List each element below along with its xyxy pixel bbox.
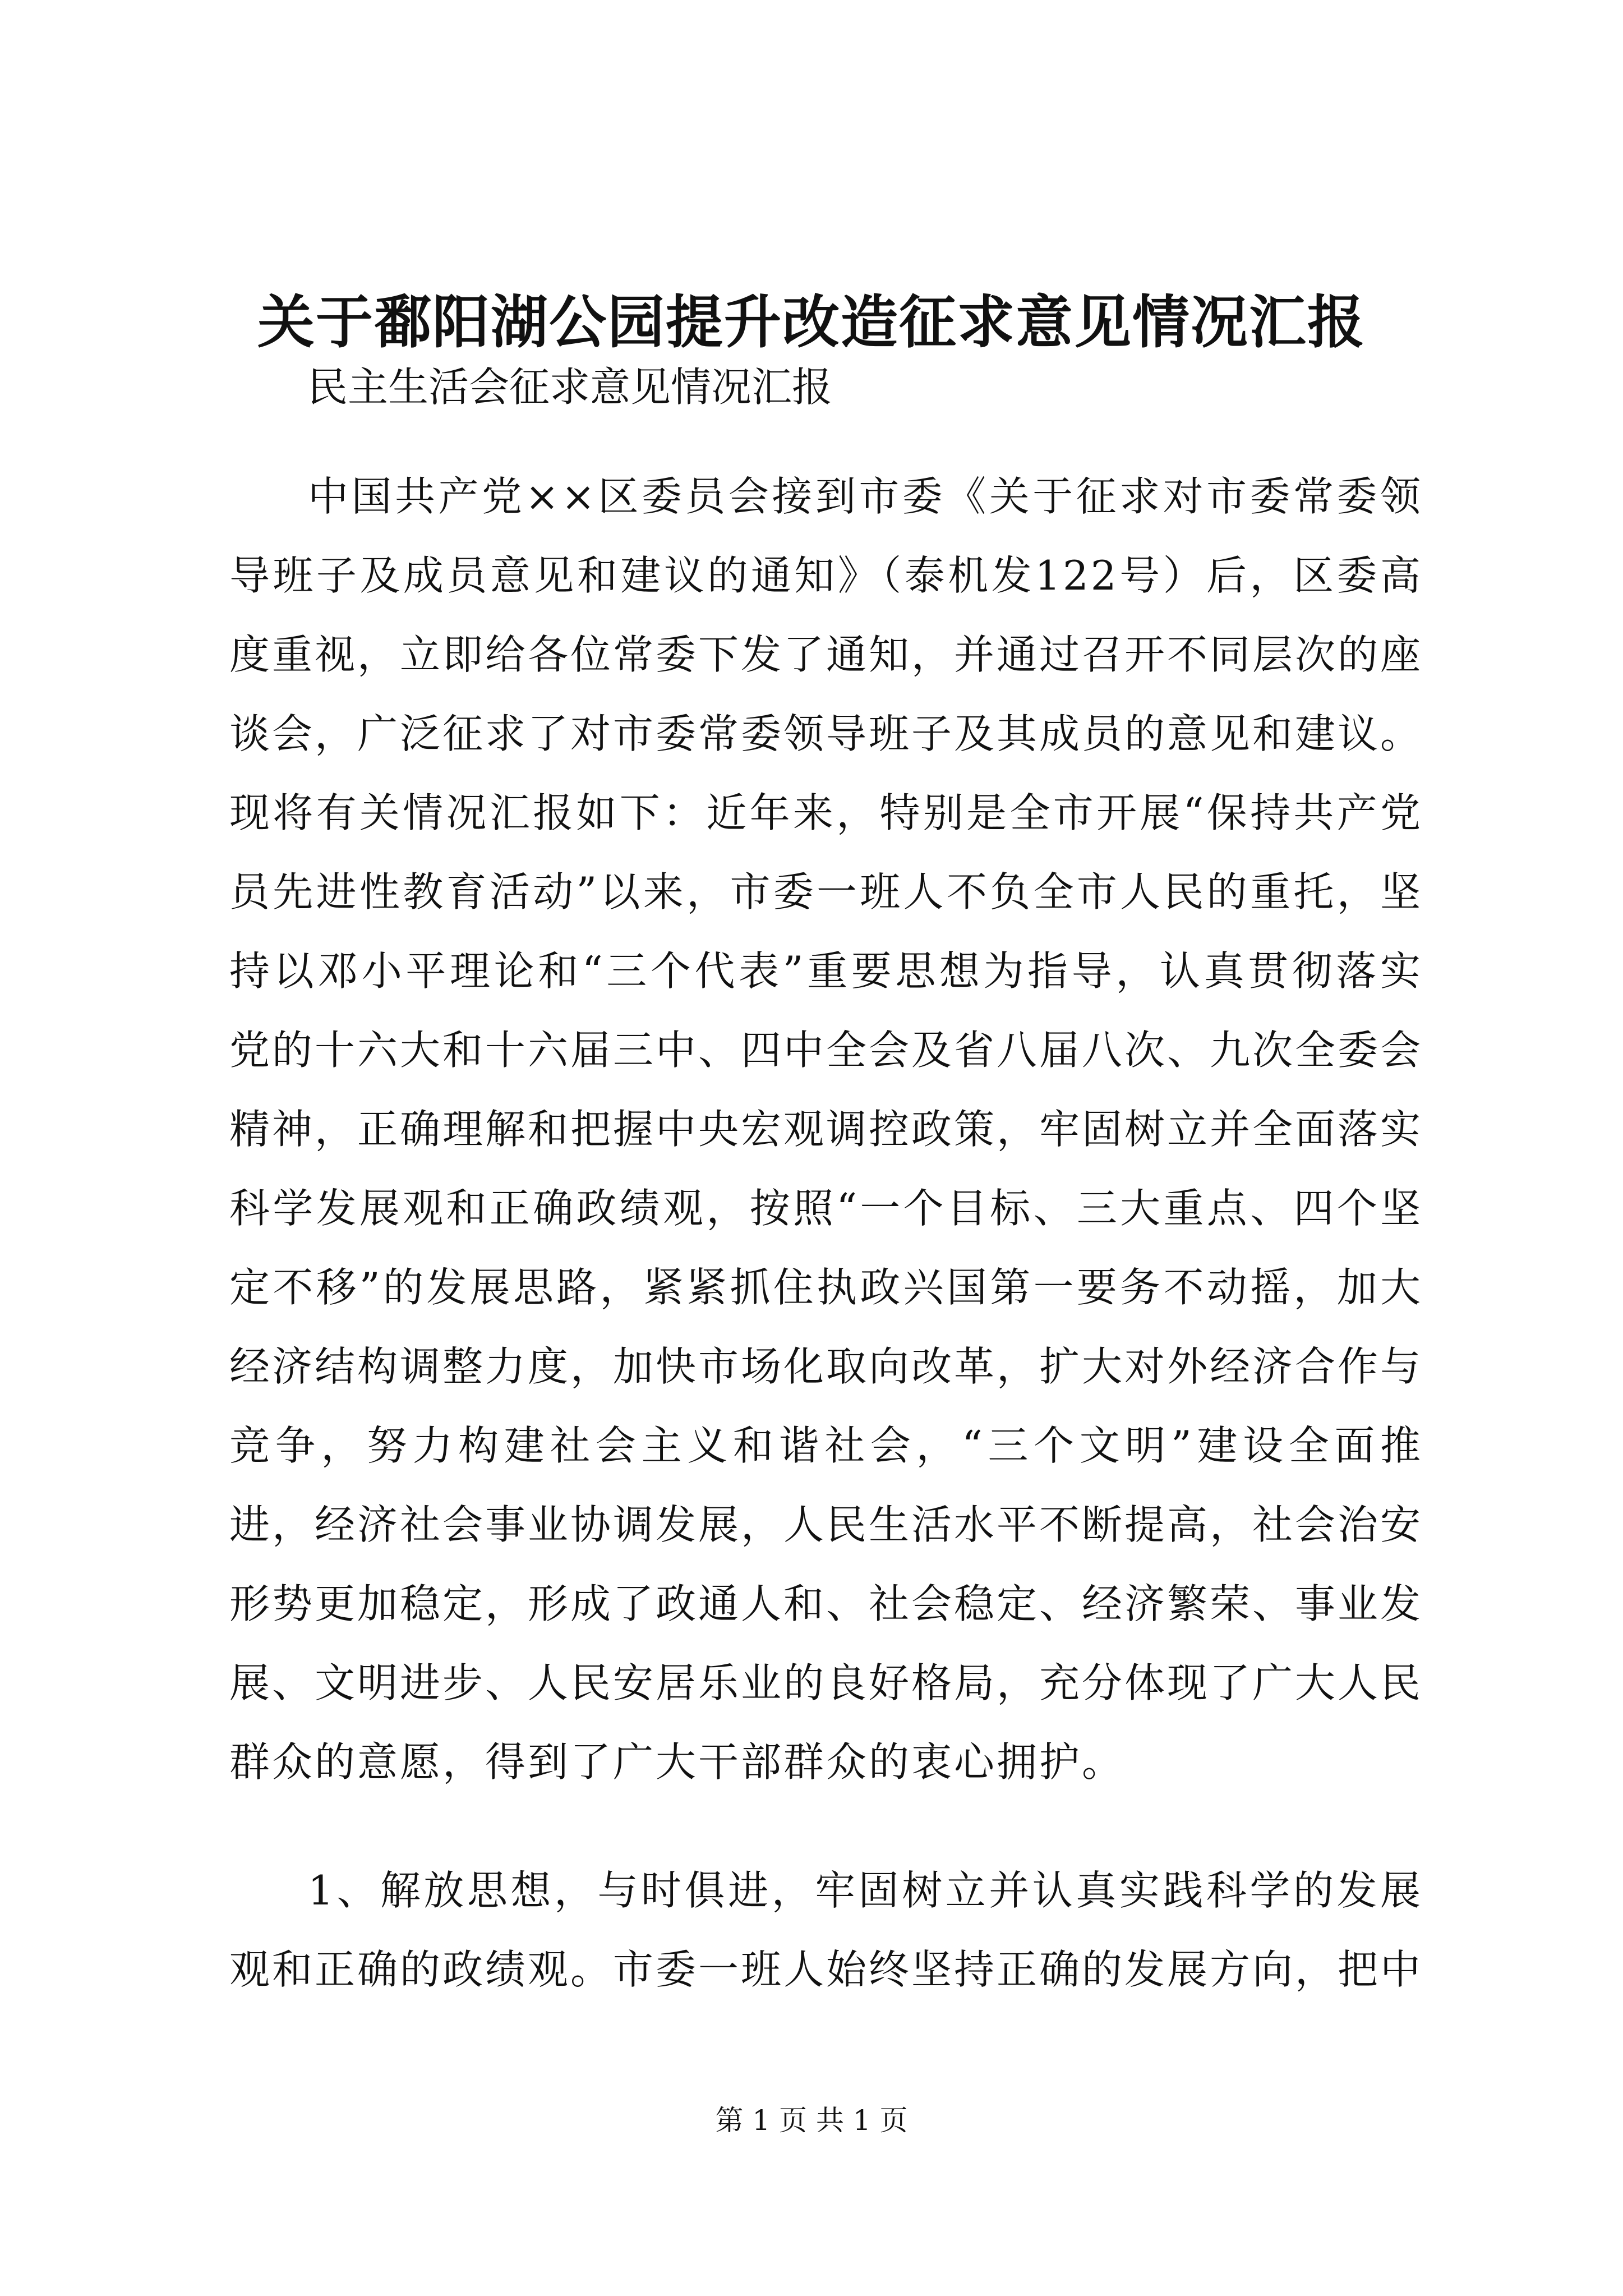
document-title: 关于鄱阳湖公园提升改造征求意见情况汇报 xyxy=(257,289,1366,356)
page-number-footer: 第 1 页 共 1 页 xyxy=(715,2104,908,2137)
document-subtitle: 民主生活会征求意见情况汇报 xyxy=(307,364,833,411)
body-paragraph: 1、解放思想，与时俱进，牢固树立并认真实践科学的发展观和正确的政绩观。市委一班人始终坚持正确的发展方向，把中 xyxy=(229,1867,1423,1993)
body-paragraph: 中国共产党××区委员会接到市委《关于征求对市委常委领导班子及成员意见和建议的通知》（泰机发122号）后，区委高度重视，立即给各位常委下发了通知，并通过召开不同层次的座谈会，广泛征求了对市委常委领导班子及其成员的意见和建议。现将有关情况汇报如下：近年来，特别是全市开展“保持共产党员先进性教育活动”以来，市委一班人不负全市人民的重托，坚持以邓小平理论和“三个代表”重要思想为指导，认真贯彻落实党的十六大和十六届三中、四中全会及省八届八次、九次全委会精神，正确理解和把握中央宏观调控政策，牢固树立并全面落实科学发展观和正确政绩观，按照“一个目标、三大重点、四个坚定不移”的发展思路，紧紧抓住执政兴国第一要务不动摇，加大经济结构调整力度，加快市场化取向改革，扩大对外经济合作与竞争，努力构建社会主义和谐社会，“三个文明”建设全面推进，经济社会事业协调发展，人民生活水平不断提高，社会治安形势更加稳定，形成了政通人和、社会稳定、经济繁荣、事业发展、文明进步、人民安居乐业的良好格局，充分体现了广大人民群众的意愿，得到了广大干部群众的衷心拥护。 xyxy=(229,473,1423,1786)
